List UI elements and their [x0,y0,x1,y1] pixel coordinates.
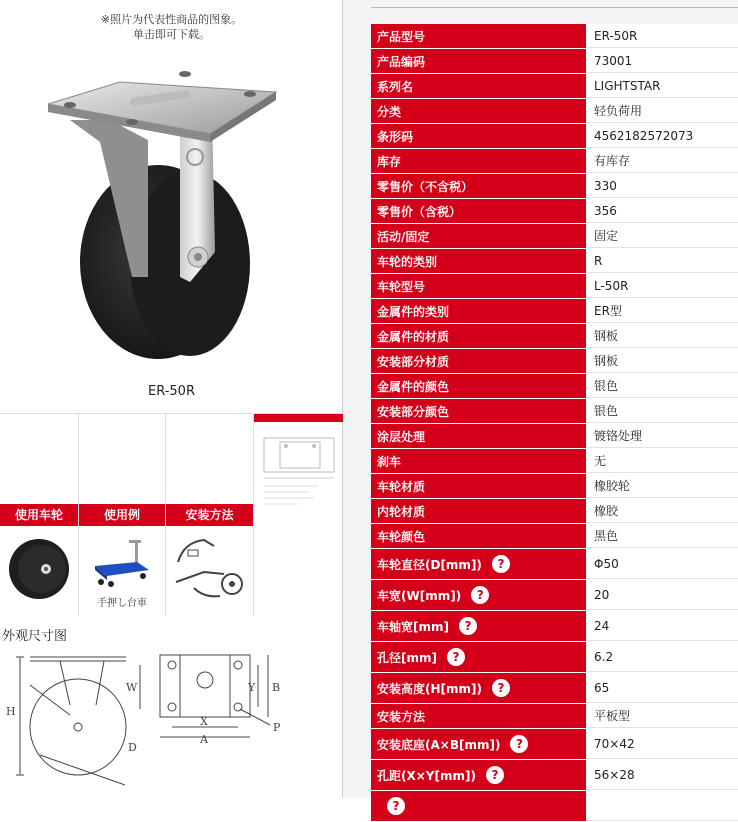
spec-key [371,349,587,373]
spec-row [371,349,738,374]
spec-key-label: 孔距(X×Y[mm]) [377,768,476,783]
dimension-title: 外观尺寸图 [2,629,68,644]
thumb-label-install: 安装方法 [166,504,253,526]
spec-key-label: 安装部分颜色 [377,404,450,419]
spec-key [371,474,587,498]
spec-key [371,74,587,98]
spec-key-label: 车轮颜色 [377,529,426,544]
spec-key-label: 分类 [377,104,402,119]
spec-value: 平板型 [587,704,738,728]
spec-row [371,174,738,199]
help-icon[interactable]: ? [387,797,405,815]
thumb-caption-usage: 手押し台車 [97,598,147,609]
spec-row [371,449,738,474]
spec-key [371,499,587,523]
spec-key [371,199,587,223]
spec-value: 24 [587,611,738,641]
spec-row [371,299,738,324]
spec-row [371,249,738,274]
spec-row [371,499,738,524]
spec-key [371,224,587,248]
spec-row [371,760,738,791]
spec-key-label: 金属件的类别 [377,304,450,319]
dim-label-y: Y [248,681,256,694]
thumb-label-usage: 使用例 [79,504,165,526]
spec-key [371,791,587,821]
spec-row [371,199,738,224]
spec-key [371,760,587,790]
spec-row [371,611,738,642]
product-photo[interactable] [40,62,300,372]
spec-value: 无 [587,449,738,473]
spec-key-label: 车轮的类别 [377,254,438,269]
spec-key [371,324,587,348]
dim-label-w: W [126,681,138,694]
spec-row [371,424,738,449]
spec-key-label: 孔径[mm] [377,650,437,665]
spec-key-label: 零售价（不含税） [377,179,474,194]
help-icon[interactable]: ? [510,735,528,753]
help-icon[interactable]: ? [459,617,477,635]
spec-key-label: 金属件的材质 [377,329,450,344]
spec-row [371,474,738,499]
spec-row [371,124,738,149]
spec-key-label: 涂层处理 [377,429,426,444]
spec-value: 橡胶 [587,499,738,523]
spec-value: 20 [587,580,738,610]
spec-key [371,399,587,423]
spec-value [587,791,738,821]
spec-table [371,24,738,822]
spec-panel-top-strip [371,0,738,8]
spec-value: 330 [587,174,738,198]
spec-value: 56×28 [587,760,738,790]
spec-row [371,149,738,174]
spec-row [371,642,738,673]
spec-key-label: 系列名 [377,79,414,94]
spec-key [371,299,587,323]
wheel-thumbnail-image [6,536,72,602]
spec-row [371,673,738,704]
spec-row [371,324,738,349]
spec-value: LIGHTSTAR [587,74,738,98]
dim-label-d: D [128,741,137,754]
spec-value: ER-50R [587,24,738,48]
spec-row [371,399,738,424]
spec-row [371,74,738,99]
spec-value: 银色 [587,374,738,398]
thumb-installation[interactable] [166,414,254,616]
spec-key-label: 条形码 [377,129,414,144]
spec-value: 钢板 [587,324,738,348]
spec-key-label: 内轮材质 [377,504,426,519]
spec-value: R [587,249,738,273]
spec-value: 镀铬处理 [587,424,738,448]
spec-row [371,729,738,760]
thumb-label-wheel: 使用车轮 [0,504,78,526]
dimension-drawing[interactable] [0,645,300,798]
spec-row [371,99,738,124]
thumb-dimension-sheet[interactable] [254,414,343,616]
thumb-usage-example[interactable] [79,414,166,616]
spec-key [371,580,587,610]
dim-label-p: P [273,721,281,734]
thumb-wheel[interactable] [0,414,79,616]
spec-value: ER型 [587,299,738,323]
spec-key-label: 车轮型号 [377,279,426,294]
notice-line-1: ※照片为代表性商品的图象。 [100,13,243,26]
spec-key [371,424,587,448]
spec-value: 轻负荷用 [587,99,738,123]
spec-key-label: 活动/固定 [377,229,430,244]
spec-row [371,580,738,611]
spec-key-label: 金属件的颜色 [377,379,450,394]
spec-key-label: 安装部分材质 [377,354,450,369]
spec-key-label: 车轴宽[mm] [377,619,449,634]
spec-row [371,49,738,74]
spec-key [371,704,587,728]
spec-key [371,124,587,148]
spec-value: 钢板 [587,349,738,373]
spec-key [371,99,587,123]
spec-key-label: 安装高度(H[mm]) [377,681,482,696]
spec-key-label: 库存 [377,154,402,169]
product-name: ER-50R [148,384,195,399]
installation-image [174,532,248,606]
help-icon[interactable]: ? [447,648,465,666]
spec-row [371,24,738,49]
spec-key [371,449,587,473]
spec-row [371,524,738,549]
spec-row [371,224,738,249]
spec-value: L-50R [587,274,738,298]
spec-key [371,249,587,273]
spec-key [371,24,587,48]
spec-key [371,611,587,641]
spec-key [371,524,587,548]
spec-key-label: 车宽(W[mm]) [377,588,462,603]
product-image-panel [0,0,343,798]
spec-panel [343,0,738,813]
spec-value: 73001 [587,49,738,73]
dim-label-b: B [272,681,281,694]
spec-key [371,374,587,398]
spec-row [371,704,738,729]
spec-value: 65 [587,673,738,703]
spec-value: 固定 [587,224,738,248]
help-icon[interactable]: ? [492,679,510,697]
spec-value: 黑色 [587,524,738,548]
spec-key-label: 刹车 [377,454,402,469]
spec-key-label: 安装底座(A×B[mm]) [377,737,501,752]
spec-value: 6.2 [587,642,738,672]
spec-key [371,642,587,672]
spec-key [371,729,587,759]
hand-cart-image [91,538,155,590]
spec-key [371,149,587,173]
dim-label-h: H [6,705,16,718]
spec-key-label: 产品编码 [377,54,426,69]
spec-value: 356 [587,199,738,223]
spec-row [371,791,738,822]
spec-value: Φ50 [587,549,738,579]
spec-row [371,549,738,580]
spec-value: 橡胶轮 [587,474,738,498]
spec-row [371,374,738,399]
help-icon[interactable]: ? [492,555,510,573]
dim-label-a: A [200,733,208,746]
spec-key [371,673,587,703]
spec-value: 70×42 [587,729,738,759]
spec-key-label: 产品型号 [377,29,426,44]
spec-sheet-image [258,432,338,522]
spec-key [371,49,587,73]
notice-line-2: 单击即可下载。 [133,28,210,41]
dim-label-x: X [200,715,208,728]
spec-key-label: 安装方法 [377,709,426,724]
spec-value: 银色 [587,399,738,423]
help-icon[interactable]: ? [471,586,489,604]
spec-row [371,274,738,299]
help-icon[interactable]: ? [486,766,504,784]
spec-key-label: 零售价（含税） [377,204,462,219]
image-notice [0,12,343,42]
spec-key-label: 车轮直径(D[mm]) [377,557,482,572]
thumb-selected-bar [254,414,343,422]
spec-key-label: 车轮材质 [377,479,426,494]
spec-key [371,274,587,298]
spec-key [371,174,587,198]
thumbnail-grid [0,413,343,615]
spec-value: 4562182572073 [587,124,738,148]
spec-value: 有库存 [587,149,738,173]
spec-key [371,549,587,579]
